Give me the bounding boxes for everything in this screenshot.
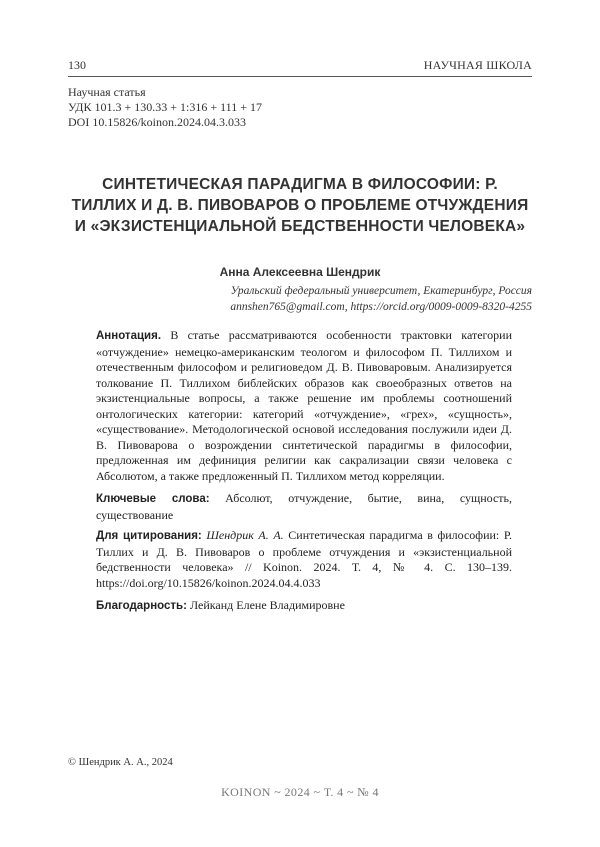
journal-section-name: НАУЧНАЯ ШКОЛА xyxy=(424,58,532,73)
author-name: Анна Алексеевна Шендрик xyxy=(68,265,532,279)
citation-label: Для цитирования: xyxy=(96,530,202,542)
author-contacts: annshen765@gmail.com, https://orcid.org/0009-0009-8320-4255 xyxy=(230,299,532,315)
citation-authors: Шендрик А. А. xyxy=(206,528,283,542)
keywords-label: Ключевые слова: xyxy=(96,493,210,505)
copyright-notice: © Шендрик А. А., 2024 xyxy=(68,757,173,768)
article-type: Научная статья xyxy=(68,85,262,100)
doi: DOI 10.15826/koinon.2024.04.3.033 xyxy=(68,115,262,130)
page-number: 130 xyxy=(68,58,86,73)
author-affiliation-block xyxy=(230,283,532,315)
acknowledgment-text: Лейканд Елене Владимировне xyxy=(190,598,345,612)
abstract-text: В статье рассматриваются особенности трактовки категории «отчуждение» немецко-американским теологом и философом П. Тиллихом и отечественным философом и религиоведом Д. В. Пивоваровым. Анализируется толкование П. Тиллихом библейских образов как своеобразных ответов на экзистенциальные вопросы, а также решение им проблемы соотношений онтологических категории: категорий «отчуждение», «грех», «сущность», «существование». Методологической основой исследования послужили идеи Д. В. Пивоварова о возрождении синтетической парадигмы в философии, предложенная им дефиниция религии как сакрализации связи человека с Абсолютом, а также предложенный П. Тиллихом метод корреляции. xyxy=(96,328,512,483)
udc-code: УДК 101.3 + 130.33 + 1:316 + 111 + 17 xyxy=(68,100,262,115)
abstract-label: Аннотация. xyxy=(96,330,161,342)
running-header xyxy=(68,56,532,77)
article-title: СИНТЕТИЧЕСКАЯ ПАРАДИГМА В ФИЛОСОФИИ: Р. ТИЛЛИХ И Д. В. ПИВОВАРОВ О ПРОБЛЕМЕ ОТЧУЖДЕНИЯ И «ЭКЗИСТЕНЦИАЛЬНОЙ БЕДСТВЕННОСТИ ЧЕЛОВЕКА» xyxy=(68,174,532,237)
author-affiliation: Уральский федеральный университет, Екатеринбург, Россия xyxy=(230,283,532,299)
abstract xyxy=(96,328,512,484)
acknowledgment-label: Благодарность: xyxy=(96,600,187,612)
citation-text: Синтетическая парадигма в философии: Р. Тиллих и Д. В. Пивоваров о проблеме отчуждения и «экзистенциальной бедственности человека» // Koinon. 2024. Т. 4, № 4. С. 130–139. https://doi.org/10.15826/koinon.2024.04.4.033 xyxy=(96,528,512,590)
article-meta xyxy=(68,85,262,130)
running-footer: KOINON ~ 2024 ~ Т. 4 ~ № 4 xyxy=(68,785,532,800)
acknowledgment xyxy=(96,598,512,615)
keywords-text: Абсолют, отчуждение, бытие, вина, сущность, существование xyxy=(96,491,512,522)
citation xyxy=(96,528,512,591)
keywords xyxy=(96,491,512,523)
